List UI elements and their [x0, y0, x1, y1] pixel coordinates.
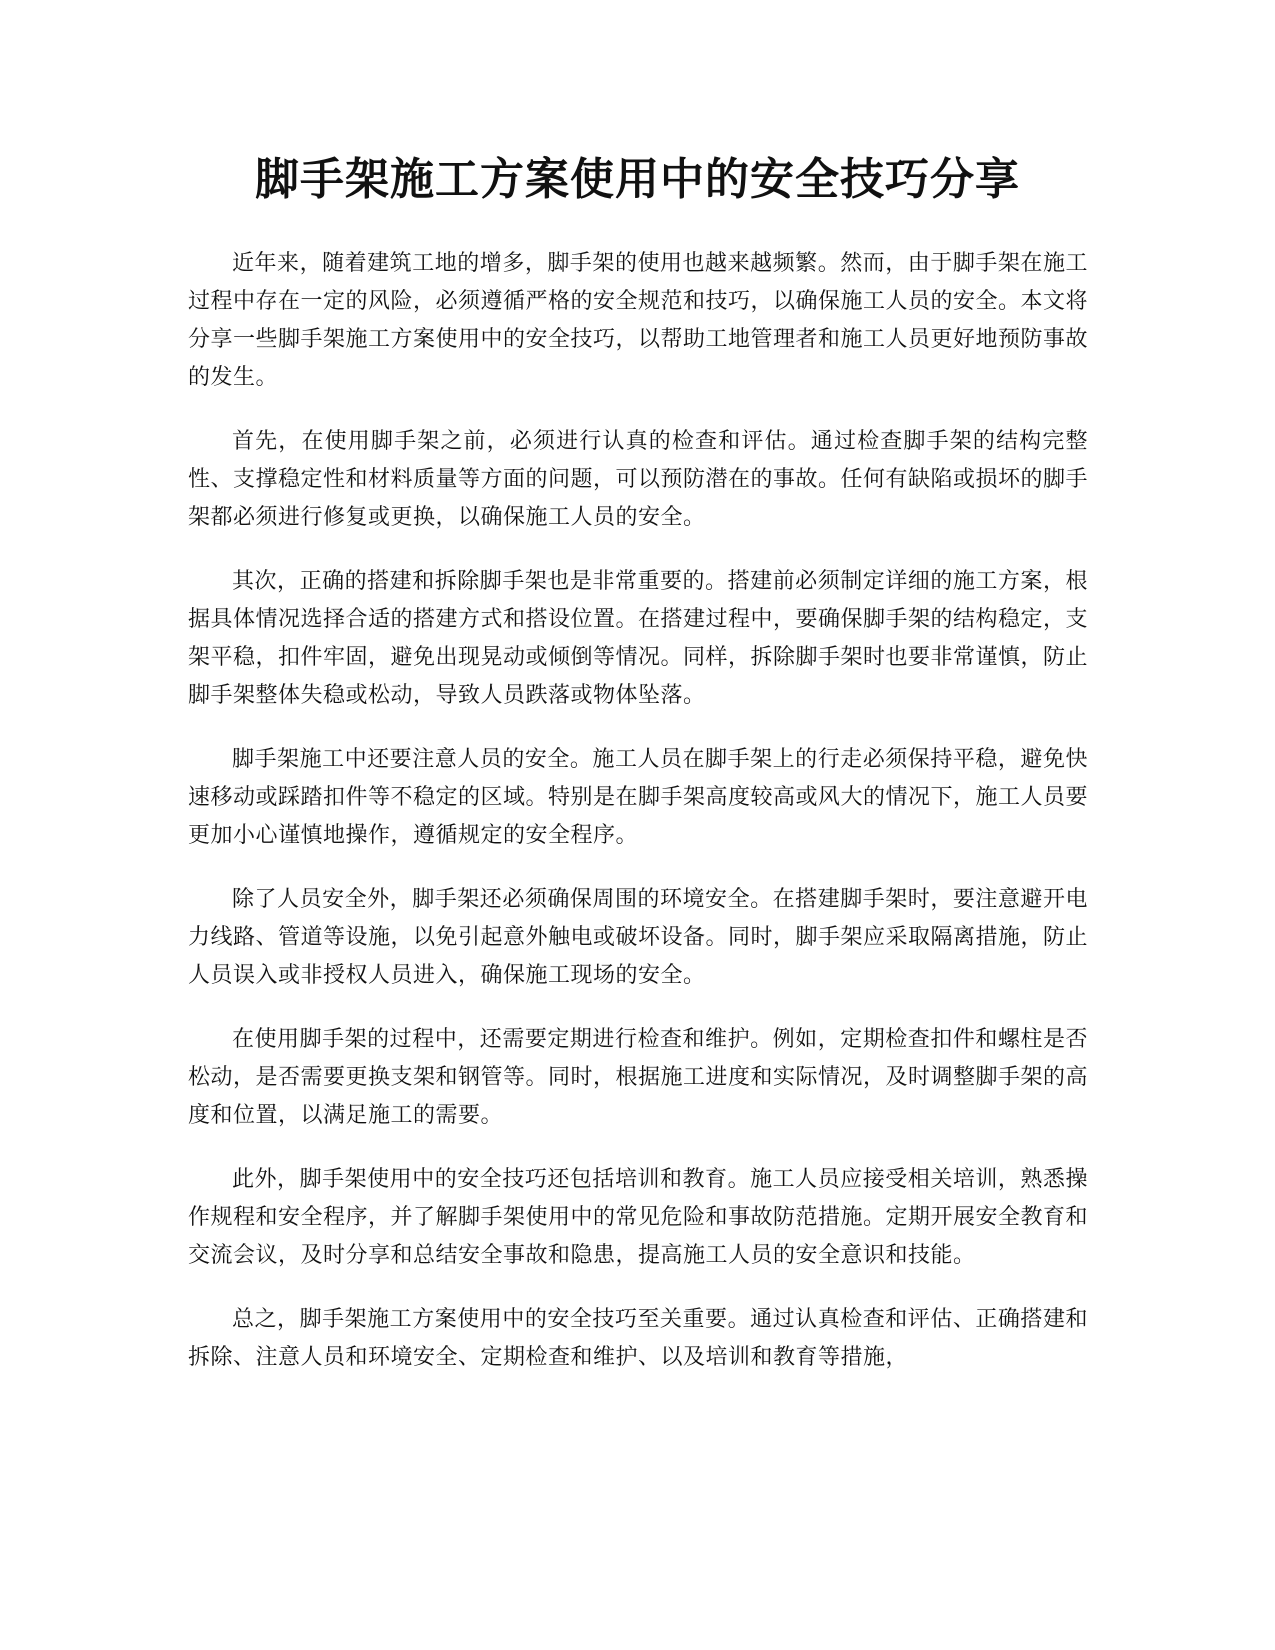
paragraph-intro: 近年来，随着建筑工地的增多，脚手架的使用也越来越频繁。然而，由于脚手架在施工过程中存在一定的风险，必须遵循严格的安全规范和技巧，以确保施工人员的安全。本文将分享一些脚手架施工方案使用中的安全技巧，以帮助工地管理者和施工人员更好地预防事故的发生。	[188, 251, 1089, 390]
document-body	[188, 245, 1088, 1403]
paragraph-conclusion: 总之，脚手架施工方案使用中的安全技巧至关重要。通过认真检查和评估、正确搭建和拆除、注意人员和环境安全、定期检查和维护、以及培训和教育等措施，	[188, 1307, 1088, 1370]
paragraph-inspection: 首先，在使用脚手架之前，必须进行认真的检查和评估。通过检查脚手架的结构完整性、支撑稳定性和材料质量等方面的问题，可以预防潜在的事故。任何有缺陷或损坏的脚手架都必须进行修复或更换，以确保施工人员的安全。	[188, 429, 1089, 530]
paragraph-training: 此外，脚手架使用中的安全技巧还包括培训和教育。施工人员应接受相关培训，熟悉操作规程和安全程序，并了解脚手架使用中的常见危险和事故防范措施。定期开展安全教育和交流会议，及时分享和总结安全事故和隐患，提高施工人员的安全意识和技能。	[188, 1167, 1089, 1268]
document-title: 脚手架施工方案使用中的安全技巧分享	[255, 154, 1020, 205]
paragraph-erection-dismantling: 其次，正确的搭建和拆除脚手架也是非常重要的。搭建前必须制定详细的施工方案，根据具体情况选择合适的搭建方式和搭设位置。在搭建过程中，要确保脚手架的结构稳定，支架平稳，扣件牢固，避免出现晃动或倾倒等情况。同样，拆除脚手架时也要非常谨慎，防止脚手架整体失稳或松动，导致人员跌落或物体坠落。	[188, 569, 1089, 708]
paragraph-worker-safety: 脚手架施工中还要注意人员的安全。施工人员在脚手架上的行走必须保持平稳，避免快速移动或踩踏扣件等不稳定的区域。特别是在脚手架高度较高或风大的情况下，施工人员要更加小心谨慎地操作，遵循规定的安全程序。	[188, 747, 1089, 848]
paragraph-maintenance: 在使用脚手架的过程中，还需要定期进行检查和维护。例如，定期检查扣件和螺柱是否松动，是否需要更换支架和钢管等。同时，根据施工进度和实际情况，及时调整脚手架的高度和位置，以满足施工的需要。	[188, 1027, 1089, 1128]
paragraph-environment-safety: 除了人员安全外，脚手架还必须确保周围的环境安全。在搭建脚手架时，要注意避开电力线路、管道等设施，以免引起意外触电或破坏设备。同时，脚手架应采取隔离措施，防止人员误入或非授权人员进入，确保施工现场的安全。	[188, 887, 1089, 988]
